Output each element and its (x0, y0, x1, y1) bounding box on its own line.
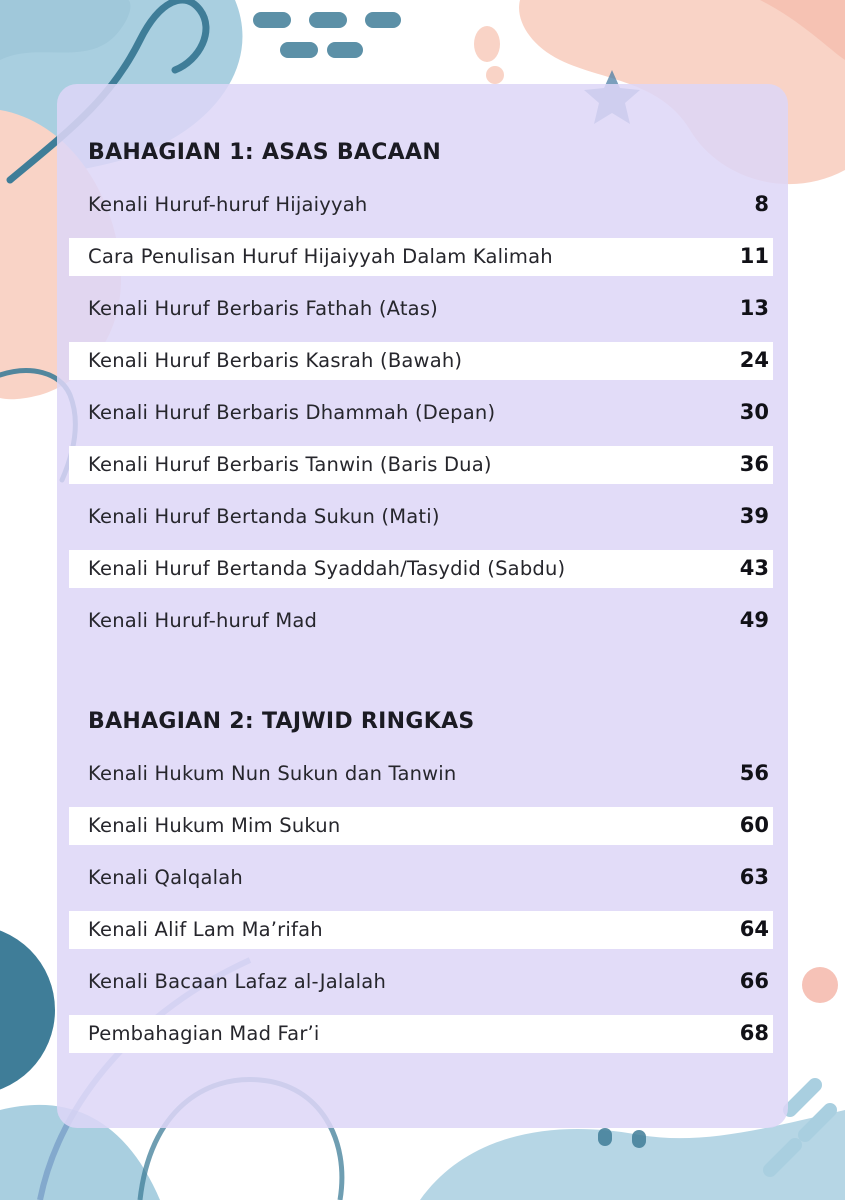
toc-row (69, 186, 773, 224)
toc-row (69, 498, 773, 536)
toc-row (69, 807, 773, 845)
toc-title: Kenali Huruf Berbaris Tanwin (Baris Dua) (88, 453, 492, 476)
toc-page-number: 8 (754, 192, 769, 216)
toc-row (69, 963, 773, 1001)
toc-page-number: 66 (739, 969, 769, 993)
toc-row (69, 342, 773, 380)
toc-title: Kenali Huruf-huruf Mad (88, 609, 318, 632)
toc-page-number: 39 (739, 504, 769, 528)
toc-title: Cara Penulisan Huruf Hijaiyyah Dalam Kalimah (88, 245, 553, 268)
toc-page-number: 68 (739, 1021, 769, 1045)
toc-page-number: 30 (739, 400, 769, 424)
contents-panel (57, 84, 788, 1128)
toc-row (69, 446, 773, 484)
toc-title: Kenali Huruf-huruf Hijaiyyah (88, 193, 368, 216)
toc-title: Pembahagian Mad Far’i (88, 1022, 320, 1045)
toc-row (69, 755, 773, 793)
toc-page-number: 11 (739, 244, 769, 268)
toc-row (69, 602, 773, 640)
toc-title: Kenali Hukum Nun Sukun dan Tanwin (88, 762, 457, 785)
toc-page-number: 64 (739, 917, 769, 941)
toc-row (69, 394, 773, 432)
toc-page-number: 36 (739, 452, 769, 476)
section-heading: BAHAGIAN 1: ASAS BACAAN (88, 140, 442, 165)
toc-title: Kenali Huruf Berbaris Kasrah (Bawah) (88, 349, 463, 372)
toc-page-number: 60 (739, 813, 769, 837)
toc-title: Kenali Bacaan Lafaz al-Jalalah (88, 970, 387, 993)
toc-title: Kenali Huruf Berbaris Fathah (Atas) (88, 297, 438, 320)
toc-page-number: 63 (739, 865, 769, 889)
toc-page-number: 43 (739, 556, 769, 580)
toc-title: Kenali Huruf Bertanda Syaddah/Tasydid (Sabdu) (88, 557, 566, 580)
toc-title: Kenali Huruf Berbaris Dhammah (Depan) (88, 401, 496, 424)
toc-page-number: 49 (739, 608, 769, 632)
toc-title: Kenali Hukum Mim Sukun (88, 814, 341, 837)
section-heading: BAHAGIAN 2: TAJWID RINGKAS (88, 709, 475, 734)
toc-title: Kenali Qalqalah (88, 866, 243, 889)
toc-row (69, 238, 773, 276)
toc-page-number: 13 (739, 296, 769, 320)
toc-row (69, 550, 773, 588)
toc-row (69, 859, 773, 897)
toc-title: Kenali Alif Lam Ma’rifah (88, 918, 323, 941)
toc-page-number: 24 (739, 348, 769, 372)
toc-row (69, 290, 773, 328)
toc-page-number: 56 (739, 761, 769, 785)
toc-row (69, 1015, 773, 1053)
toc-title: Kenali Huruf Bertanda Sukun (Mati) (88, 505, 440, 528)
toc-row (69, 911, 773, 949)
